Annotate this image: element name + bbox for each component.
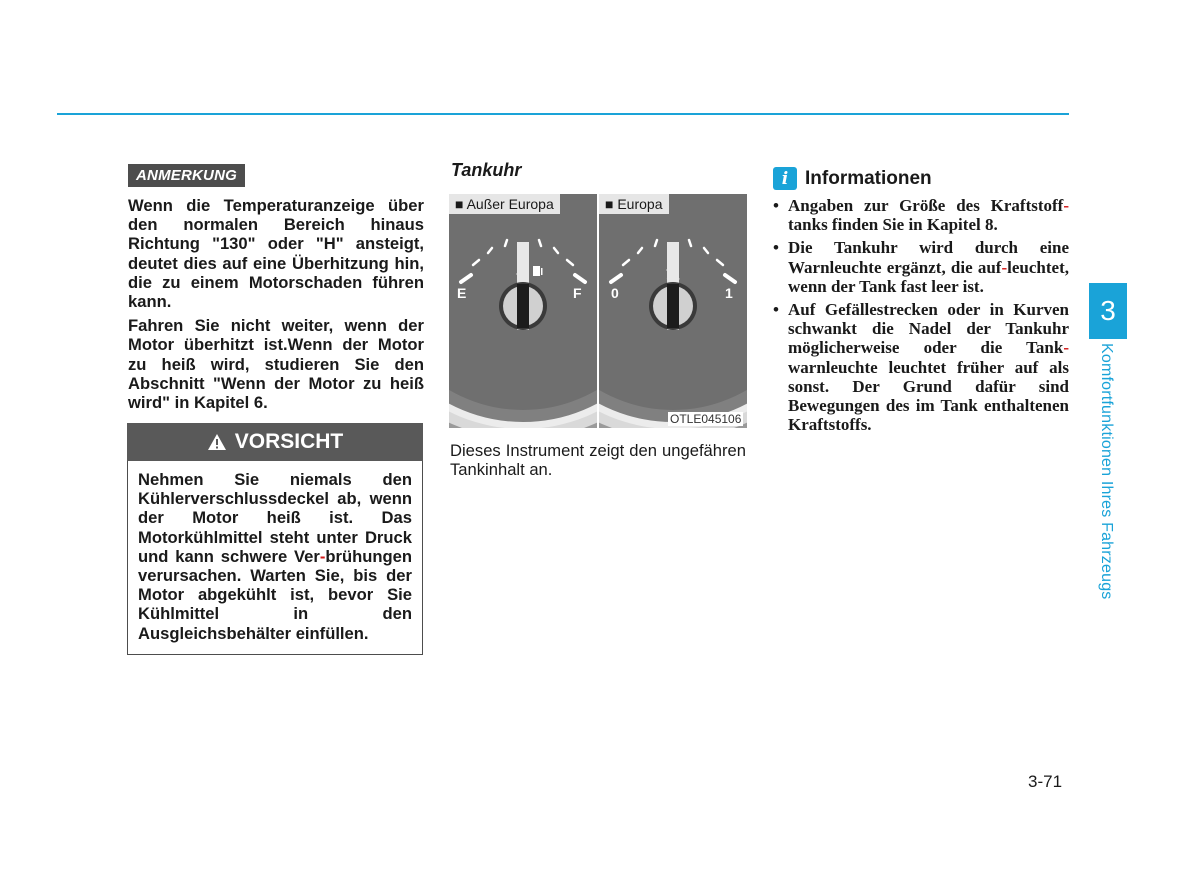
info-header xyxy=(773,167,932,190)
gauge-panel-europe xyxy=(599,194,747,428)
chapter-tab: 3 xyxy=(1089,283,1127,339)
caution-hyphen: - xyxy=(319,546,326,566)
gauge-mark-1: 1 xyxy=(725,285,733,301)
info-title: Informationen xyxy=(805,167,932,189)
caution-title: VORSICHT xyxy=(234,430,344,453)
figure-code: OTLE045106 xyxy=(670,412,742,426)
note-paragraph-1: Wenn die Temperaturanzeige über den normalen Bereich hinaus Richtung "130" oder "H" ansteigt, deutet dies auf eine Überhitzung hin, die zu einem Motorschaden führen kann. xyxy=(128,196,424,312)
panel-label-europe: ■ Europa xyxy=(599,194,669,214)
fuel-gauge-e-f-image xyxy=(449,194,597,428)
panel-label-outside-europe: ■ Außer Europa xyxy=(449,194,560,214)
fuel-gauge-heading: Tankuhr xyxy=(451,160,522,180)
info-item-3-hyphen: - xyxy=(1063,338,1069,358)
info-item-3 xyxy=(773,300,1069,434)
note-paragraph-2: Fahren Sie nicht weiter, wenn der Motor überhitzt ist.Wenn der Motor zu heiß wird, studieren Sie den Abschnitt "Wenn der Motor zu heiß wird" in Kapitel 6. xyxy=(128,316,424,413)
caution-text xyxy=(128,461,422,643)
gauge-mark-0: 0 xyxy=(611,285,619,301)
info-item-3-rest: warnleuchte leuchtet früher auf als sonst. Der Grund dafür sind Bewegungen des im Tank enthaltenen Kraftstoffs. xyxy=(788,357,1069,435)
caution-box xyxy=(127,423,423,655)
info-item-1-hyphen: - xyxy=(1063,196,1069,215)
chapter-title: Komfortfunktionen Ihres Fahrzeugs xyxy=(1098,343,1115,600)
fuel-gauge-caption: Dieses Instrument zeigt den ungefähren Tankinhalt an. xyxy=(450,441,746,480)
note-text xyxy=(128,196,424,417)
caution-text-part-2: brühungen verursachen. Warten Sie, bis der Motor abgekühlt ist, bevor Sie Kühlmittel in den Ausgleichsbehälter einfüllen. xyxy=(138,546,412,643)
caution-text-part-1: Nehmen Sie niemals den Kühlerverschlussdeckel ab, wenn der Motor heiß ist. Das Motorkühlmittel steht unter Druck und kann schwere Ver xyxy=(138,470,412,566)
info-list xyxy=(773,196,1069,438)
info-item-2-text: Die Tankuhr wird durch eine Warnleuchte ergänzt, die auf xyxy=(788,238,1069,277)
caution-header xyxy=(127,423,423,461)
gauge-mark-f: F xyxy=(573,285,582,301)
info-item-2-rest: leuchtet, wenn der Tank fast leer ist. xyxy=(788,257,1069,296)
warning-triangle-icon xyxy=(207,433,227,451)
info-item-2 xyxy=(773,238,1069,296)
fuel-gauge-0-1-image xyxy=(599,194,747,428)
info-item-2-hyphen: - xyxy=(1001,257,1008,277)
info-item-1-rest: tanks finden Sie in Kapitel 8. xyxy=(788,215,998,235)
info-item-1 xyxy=(773,196,1069,234)
page-number: 3-71 xyxy=(1028,772,1063,791)
top-rule xyxy=(57,113,1069,115)
info-item-1-text: Angaben zur Größe des Kraftstoff xyxy=(788,196,1064,215)
info-icon: i xyxy=(773,167,797,190)
info-item-3-text: Auf Gefällestrecken oder in Kurven schwankt die Nadel der Tankuhr möglicherweise oder die Tank xyxy=(788,300,1069,358)
fuel-gauge-figure xyxy=(449,194,747,430)
gauge-panel-outside-europe xyxy=(449,194,597,428)
note-badge: ANMERKUNG xyxy=(128,164,245,187)
gauge-mark-e: E xyxy=(457,285,467,301)
